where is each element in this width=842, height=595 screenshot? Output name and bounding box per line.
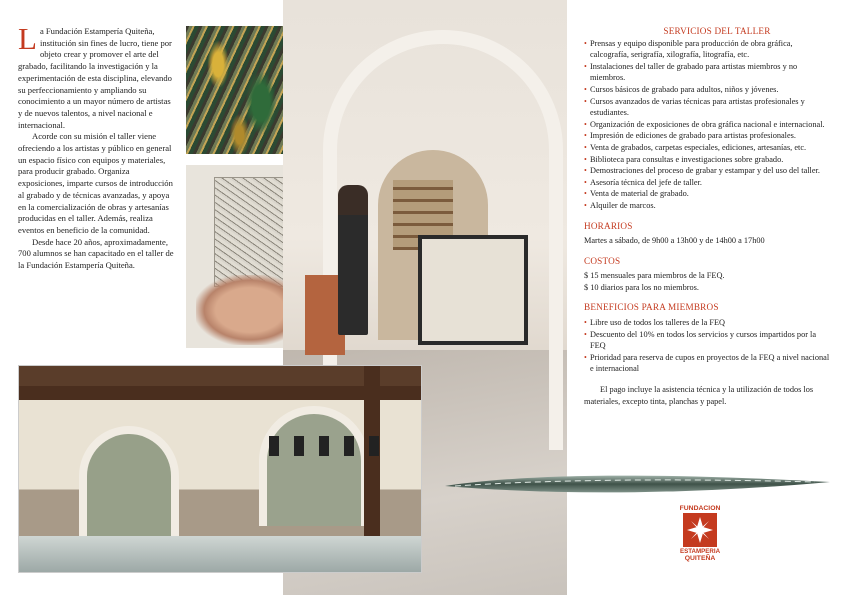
list-item: • Venta de material de grabado. (584, 188, 830, 200)
cost-line: $ 10 diarios para los no miembros. (584, 282, 699, 292)
list-item: • Instalaciones del taller de grabado para artistas miembros y no miembros. (584, 61, 830, 84)
list-item: • Asesoría técnica del jefe de taller. (584, 177, 830, 189)
etching-hand-photo (186, 165, 294, 348)
drop-cap: L (18, 21, 37, 56)
hours-section (584, 221, 830, 247)
press-rollers (269, 436, 389, 456)
press-workshop-photo (18, 365, 422, 573)
fundacion-logo (676, 505, 724, 563)
list-item: • Organización de exposiciones de obra gráfica nacional e internacional. (584, 119, 830, 131)
logo-line-1: FUNDACION (679, 505, 721, 512)
list-item: • Venta de grabados, carpetas especiales, ediciones, artesanías, etc. (584, 142, 830, 154)
intro-paragraph-2: Acorde con su misión el taller viene ofreciendo a los artistas y público en general un espacio físico con equipos y materiales, para producir grabado. Organiza exposiciones, imparte cursos de introducción al grabado y de técnicas avanzadas, y apoya en la comercialización de obras y artesanías producidas en el taller. Además, realiza eventos en beneficio de la comunidad. (18, 131, 173, 235)
intro-paragraph-1-text: a Fundación Estampería Quiteña, institución sin fines de lucro, tiene por objeto crear y promover el arte del grabado, facilitando la investigación y la experimentación de esta disciplina, elevando su perfeccionamiento y ampliando su conocimiento a un mayor número de artistas y de nuevos talentos, a nivel nacional e internacional. (18, 26, 172, 130)
glass-table (19, 536, 422, 573)
star-icon (683, 513, 717, 547)
printing-press (418, 235, 528, 345)
cost-line: $ 15 mensuales para miembros de la FEQ. (584, 271, 725, 281)
list-item: • Alquiler de marcos. (584, 200, 830, 212)
services-heading: SERVICIOS DEL TALLER (663, 26, 771, 36)
logo-line-2: ESTAMPERIA (679, 548, 721, 555)
logo-line-3: QUITEÑA (684, 555, 716, 562)
right-column (584, 26, 830, 407)
list-item: • Impresión de ediciones de grabado para artistas profesionales. (584, 130, 830, 142)
benefits-section (584, 302, 830, 375)
list-item: • Cursos avanzados de varias técnicas para artistas profesionales y estudiantes. (584, 96, 830, 119)
list-item: • Demostraciones del proceso de grabar y estampar y del uso del taller. (584, 165, 830, 177)
list-item: • Libre uso de todos los talleres de la FEQ (584, 317, 830, 329)
intro-paragraph-1 (18, 21, 176, 131)
list-item: • Biblioteca para consultas e investigaciones sobre grabado. (584, 154, 830, 166)
benefits-heading: BENEFICIOS PARA MIEMBROS (584, 302, 719, 313)
services-list (584, 38, 830, 212)
benefits-list (584, 317, 830, 375)
costs-section (584, 256, 830, 294)
right-arch (259, 406, 369, 526)
left-arch (79, 426, 179, 536)
intro-text (18, 21, 176, 272)
hours-text: Martes a sábado, de 9h00 a 13h00 y de 14h00 a 17h00 (584, 236, 765, 246)
marbled-paper-photo (186, 26, 293, 154)
list-item: • Prensas y equipo disponible para producción de obra gráfica, calcografía, serigrafía, xilografía, litografía, etc. (584, 38, 830, 61)
printmaker-figure (338, 185, 368, 335)
wooden-beam (19, 386, 422, 400)
list-item: • Cursos básicos de grabado para adultos, niños y jóvenes. (584, 84, 830, 96)
etched-map-plate (214, 177, 292, 287)
costs-heading: COSTOS (584, 255, 621, 266)
intro-paragraph-3: Desde hace 20 años, aproximadamente, 700 alumnos se han capacitado en el taller de la Fundación Estampería Quiteña. (18, 236, 174, 271)
list-item: • Descuento del 10% en todos los servicios y cursos impartidos por la FEQ (584, 329, 830, 352)
burin-blade-graphic (445, 470, 830, 500)
payment-note: El pago incluye la asistencia técnica y la utilización de todos los materiales, excepto tinta, planchas y papel. (584, 385, 814, 406)
engraver-hands (196, 275, 286, 345)
list-item: • Prioridad para reserva de cupos en proyectos de la FEQ a nivel nacional e internacional (584, 352, 830, 375)
hours-heading: HORARIOS (584, 220, 633, 231)
